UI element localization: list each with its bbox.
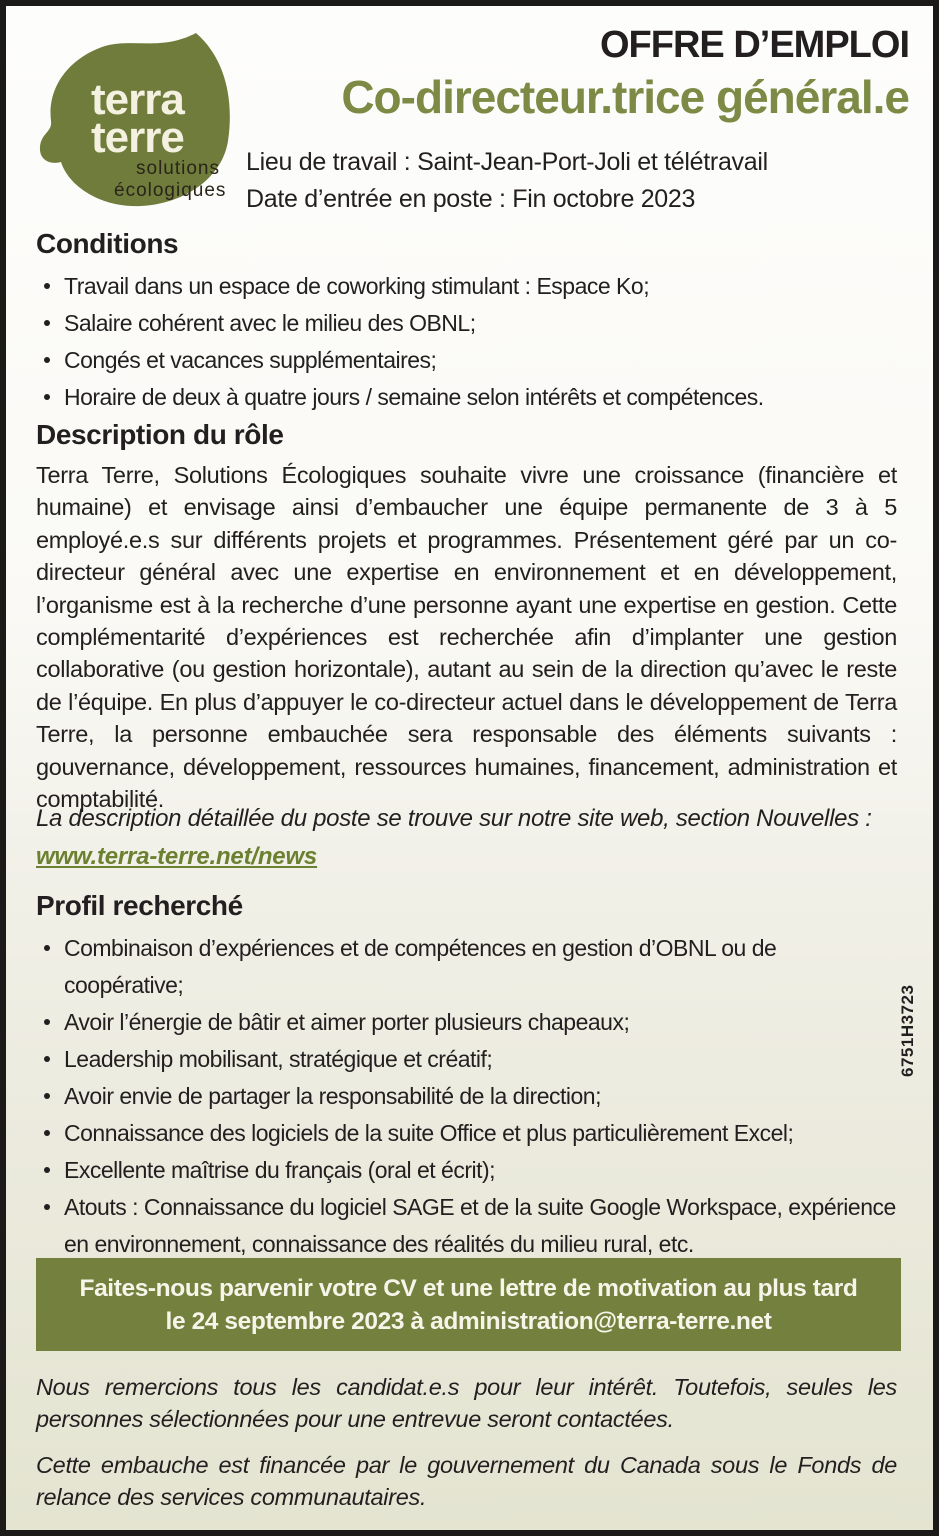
offer-kicker: OFFRE D’EMPLOI xyxy=(600,24,909,66)
profile-item: Excellente maîtrise du français (oral et écrit); xyxy=(36,1152,897,1189)
profile-item: Leadership mobilisant, stratégique et créatif; xyxy=(36,1041,897,1078)
logo-sub-2: écologiques xyxy=(114,180,227,201)
thanks-note: Nous remercions tous les candidat.e.s pour leur intérêt. Toutefois, seules les personnes sélectionnées pour une entrevue seront contactées. xyxy=(36,1374,897,1432)
application-banner xyxy=(36,1258,901,1351)
profile-item: Avoir envie de partager la responsabilité de la direction; xyxy=(36,1078,897,1115)
profile-list xyxy=(36,930,897,1263)
reference-code: 6751H3723 xyxy=(898,984,917,1077)
role-body-text: Terra Terre, Solutions Écologiques souhaite vivre une croissance (financière et humaine) et envisage ainsi d’embaucher une équipe permanente de 3 à 5 employé.e.s sur différents projets et programmes. Présentement géré par un co-directeur général avec une expertise en environnement et en développement, l’organisme est à la recherche d’une personne ayant une expertise en gestion. Cette complémentarité d’expériences est recherchée afin d’implanter une gestion collaborative (ou gestion horizontale), autant au sein de la direction qu’avec le reste de l’équipe. En plus d’appuyer le co-directeur actuel dans le développement de Terra Terre, la personne embauchée sera responsable des éléments suivants : gouvernance, développement, ressources humaines, financement, administration et comptabilité. xyxy=(36,462,897,813)
conditions-section xyxy=(36,228,897,416)
details-note xyxy=(36,805,897,871)
role-description-section xyxy=(36,419,897,815)
profile-section xyxy=(36,890,897,1263)
job-title: Co-directeur.trice général.e xyxy=(341,71,909,123)
details-note-text: La description détaillée du poste se trouve sur notre site web, section Nouvelles : xyxy=(36,805,872,832)
logo-word-2: terre xyxy=(91,113,184,162)
news-page-link[interactable]: www.terra-terre.net/news xyxy=(36,843,318,870)
role-heading: Description du rôle xyxy=(36,419,284,450)
conditions-heading: Conditions xyxy=(36,228,179,259)
condition-item: Travail dans un espace de coworking stimulant : Espace Ko; xyxy=(36,268,897,305)
profile-item: Combinaison d’expériences et de compétences en gestion d’OBNL ou de coopérative; xyxy=(36,930,897,1004)
logo-sub-1: solutions xyxy=(136,158,220,179)
funding-note: Cette embauche est financée par le gouvernement du Canada sous le Fonds de relance des services communautaires. xyxy=(36,1452,897,1510)
leaf-logo-icon xyxy=(36,28,241,213)
terra-terre-logo xyxy=(36,28,241,213)
job-meta xyxy=(246,144,768,218)
work-location-line: Lieu de travail : Saint-Jean-Port-Joli et télétravail xyxy=(246,148,768,176)
profile-item: Avoir l’énergie de bâtir et aimer porter plusieurs chapeaux; xyxy=(36,1004,897,1041)
start-date-line: Date d’entrée en poste : Fin octobre 2023 xyxy=(246,185,696,213)
condition-item: Salaire cohérent avec le milieu des OBNL; xyxy=(36,305,897,342)
banner-line-1: Faites-nous parvenir votre CV et une lettre de motivation au plus tard xyxy=(79,1275,858,1302)
footer-notes xyxy=(36,1372,897,1513)
banner-line-2: le 24 septembre 2023 à administration@terra-terre.net xyxy=(165,1308,772,1335)
condition-item: Horaire de deux à quatre jours / semaine selon intérêts et compétences. xyxy=(36,379,897,416)
conditions-list xyxy=(36,268,897,416)
logo-word-1: terra xyxy=(91,75,184,124)
profile-item: Atouts : Connaissance du logiciel SAGE et de la suite Google Workspace, expérience en environnement, connaissance des réalités du milieu rural, etc. xyxy=(36,1189,897,1263)
profile-heading: Profil recherché xyxy=(36,890,243,921)
condition-item: Congés et vacances supplémentaires; xyxy=(36,342,897,379)
profile-item: Connaissance des logiciels de la suite Office et plus particulièrement Excel; xyxy=(36,1115,897,1152)
